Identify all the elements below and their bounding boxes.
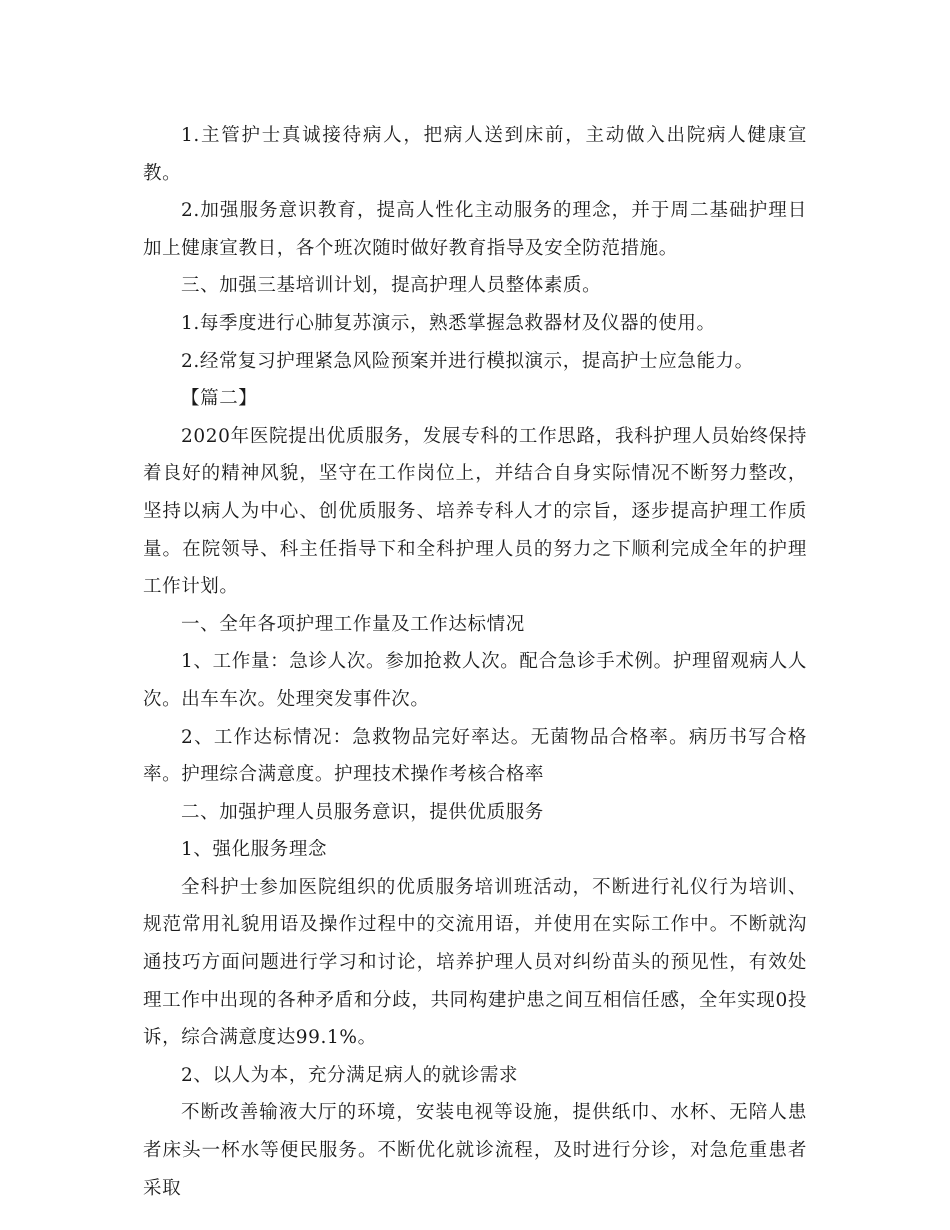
section-heading-1: 一、全年各项护理工作量及工作达标情况 — [181, 613, 525, 635]
paragraph-workload: 1、工作量：急诊人次。参加抢救人次。配合急诊手术例。护理留观病人人次。出车车次。处理突发事件次。 — [143, 651, 807, 710]
paragraph-item-1: 1.主管护士真诚接待病人，把病人送到床前，主动做入出院病人健康宣教。 — [143, 125, 807, 184]
document-body — [143, 117, 807, 1207]
paragraph-standards: 2、工作达标情况：急救物品完好率达。无菌物品合格率。病历书写合格率。护理综合满意度。护理技术操作考核合格率 — [143, 726, 807, 786]
paragraph-item-2: 2.加强服务意识教育，提高人性化主动服务的理念，并于周二基础护理日加上健康宣教日，各个班次随时做好教育指导及安全防范措施。 — [143, 200, 807, 259]
paragraph-intro: 2020年医院提出优质服务，发展专科的工作思路，我科护理人员始终保持着良好的精神风貌，坚守在工作岗位上，并结合自身实际情况不断努力整改，坚持以病人为中心、创优质服务、培养专科人才的宗旨，逐步提高护理工作质量。在院领导、科主任指导下和全科护理人员的努力之下顺利完成全年的护理工作计划。 — [143, 425, 807, 598]
section-heading-3: 三、加强三基培训计划，提高护理人员整体素质。 — [181, 275, 602, 297]
paragraph-service-training: 全科护士参加医院组织的优质服务培训班活动，不断进行礼仪行为培训、规范常用礼貌用语及操作过程中的交流用语，并使用在实际工作中。不断就沟通技巧方面问题进行学习和讨论，培养护理人员对纠纷苗头的预见性，有效处理工作中出现的各种矛盾和分歧，共同构建护患之间互相信任感，全年实现0投诉，综合满意度达99.1%。 — [143, 876, 807, 1049]
paragraph-environment: 不断改善输液大厅的环境，安装电视等设施，提供纸巾、水杯、无陪人患者床头一杯水等便民服务。不断优化就诊流程，及时进行分诊，对急危重患者采取 — [143, 1102, 807, 1199]
section-heading-2: 二、加强护理人员服务意识，提供优质服务 — [181, 801, 544, 823]
subheading-service-concept: 1、强化服务理念 — [181, 839, 328, 861]
paragraph-item-5: 2.经常复习护理紧急风险预案并进行模拟演示，提高护士应急能力。 — [181, 350, 754, 372]
subheading-people-oriented: 2、以人为本，充分满足病人的就诊需求 — [181, 1064, 519, 1086]
paragraph-item-4: 1.每季度进行心肺复苏演示，熟悉掌握急救器材及仪器的使用。 — [181, 312, 716, 334]
part-heading: 【篇二】 — [181, 388, 258, 410]
